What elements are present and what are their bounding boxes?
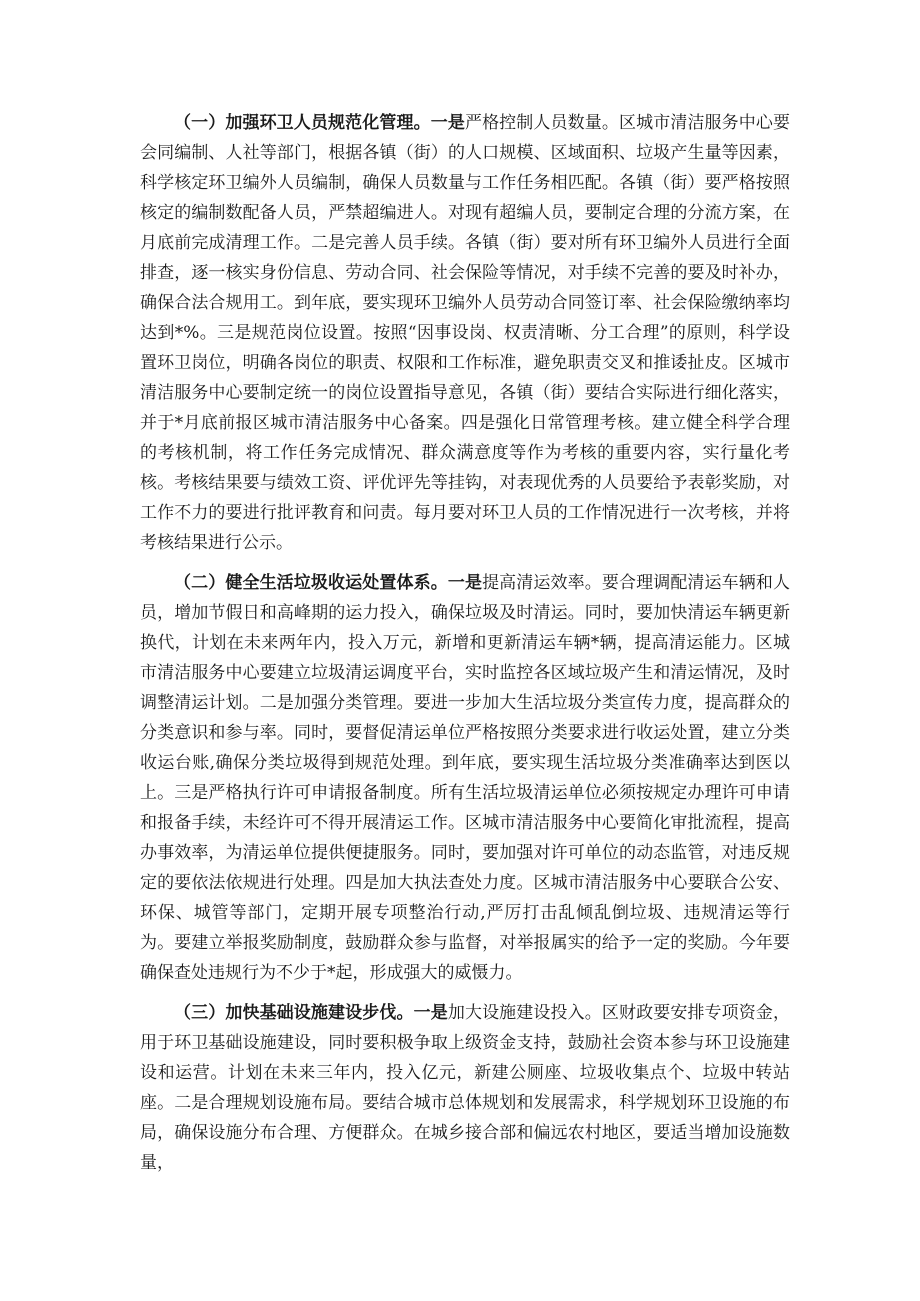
section-heading: （一）加强环卫人员规范化管理。 xyxy=(174,113,431,133)
section-lead: 一是 xyxy=(447,573,483,593)
section-paragraph xyxy=(140,568,790,988)
section-paragraph xyxy=(140,998,790,1178)
section-heading: （三）加快基础设施建设步伐。 xyxy=(174,1003,414,1023)
section-body: 加大设施建设投入。区财政要安排专项资金，用于环卫基础设施建设，同时要积极争取上级资金支持，鼓励社会资本参与环卫设施建设和运营。计划在未来三年内，投入亿元，新建公厕座、垃圾收集点个、垃圾中转站座。二是合理规划设施布局。要结合城市总体规划和发展需求，科学规划环卫设施的布局，确保设施分布合理、方便群众。在城乡接合部和偏远农村地区，要适当增加设施数量， xyxy=(140,1003,791,1173)
section-heading: （二）健全生活垃圾收运处置体系。 xyxy=(174,573,448,593)
section-body: 严格控制人员数量。区城市清洁服务中心要会同编制、人社等部门，根据各镇（街）的人口规模、区域面积、垃圾产生量等因素，科学核定环卫编外人员编制，确保人员数量与工作任务相匹配。各镇（街）要严格按照核定的编制数配备人员，严禁超编进人。对现有超编人员，要制定合理的分流方案，在月底前完成清理工作。二是完善人员手续。各镇（街）要对所有环卫编外人员进行全面排查，逐一核实身份信息、劳动合同、社会保险等情况，对手续不完善的要及时补办，确保合法合规用工。到年底，要实现环卫编外人员劳动合同签订率、社会保险缴纳率均达到*%。三是规范岗位设置。按照“因事设岗、权责清晰、分工合理”的原则，科学设置环卫岗位，明确各岗位的职责、权限和工作标准，避免职责交叉和推诿扯皮。区城市清洁服务中心要制定统一的岗位设置指导意见，各镇（街）要结合实际进行细化落实，并于*月底前报区城市清洁服务中心备案。四是强化日常管理考核。建立健全科学合理的考核机制，将工作任务完成情况、群众满意度等作为考核的重要内容，实行量化考核。考核结果要与绩效工资、评优评先等挂钩，对表现优秀的人员要给予表彰奖励，对工作不力的要进行批评教育和问责。每月要对环卫人员的工作情况进行一次考核，并将考核结果进行公示。 xyxy=(140,113,791,553)
section-paragraph xyxy=(140,108,790,558)
section-lead: 一是 xyxy=(413,1003,448,1023)
section-lead: 一是 xyxy=(430,113,465,133)
section-body: 提高清运效率。要合理调配清运车辆和人员，增加节假日和高峰期的运力投入，确保垃圾及时清运。同时，要加快清运车辆更新换代，计划在未来两年内，投入万元，新增和更新清运车辆*辆，提高清运能力。区城市清洁服务中心要建立垃圾清运调度平台，实时监控各区域垃圾产生和清运情况，及时调整清运计划。二是加强分类管理。要进一步加大生活垃圾分类宣传力度，提高群众的分类意识和参与率。同时，要督促清运单位严格按照分类要求进行收运处置，建立分类收运台账,确保分类垃圾得到规范处理。到年底，要实现生活垃圾分类准确率达到医以上。三是严格执行许可申请报备制度。所有生活垃圾清运单位必须按规定办理许可申请和报备手续，未经许可不得开展清运工作。区城市清洁服务中心要简化审批流程，提高办事效率，为清运单位提供便捷服务。同时，要加强对许可单位的动态监管，对违反规定的要依法依规进行处理。四是加大执法查处力度。区城市清洁服务中心要联合公安、环保、城管等部门，定期开展专项整治行动,严厉打击乱倾乱倒垃圾、违规清运等行为。要建立举报奖励制度，鼓励群众参与监督，对举报属实的给予一定的奖励。今年要确保查处违规行为不少于*起，形成强大的威慑力。 xyxy=(140,573,791,983)
document-body xyxy=(140,108,790,1188)
